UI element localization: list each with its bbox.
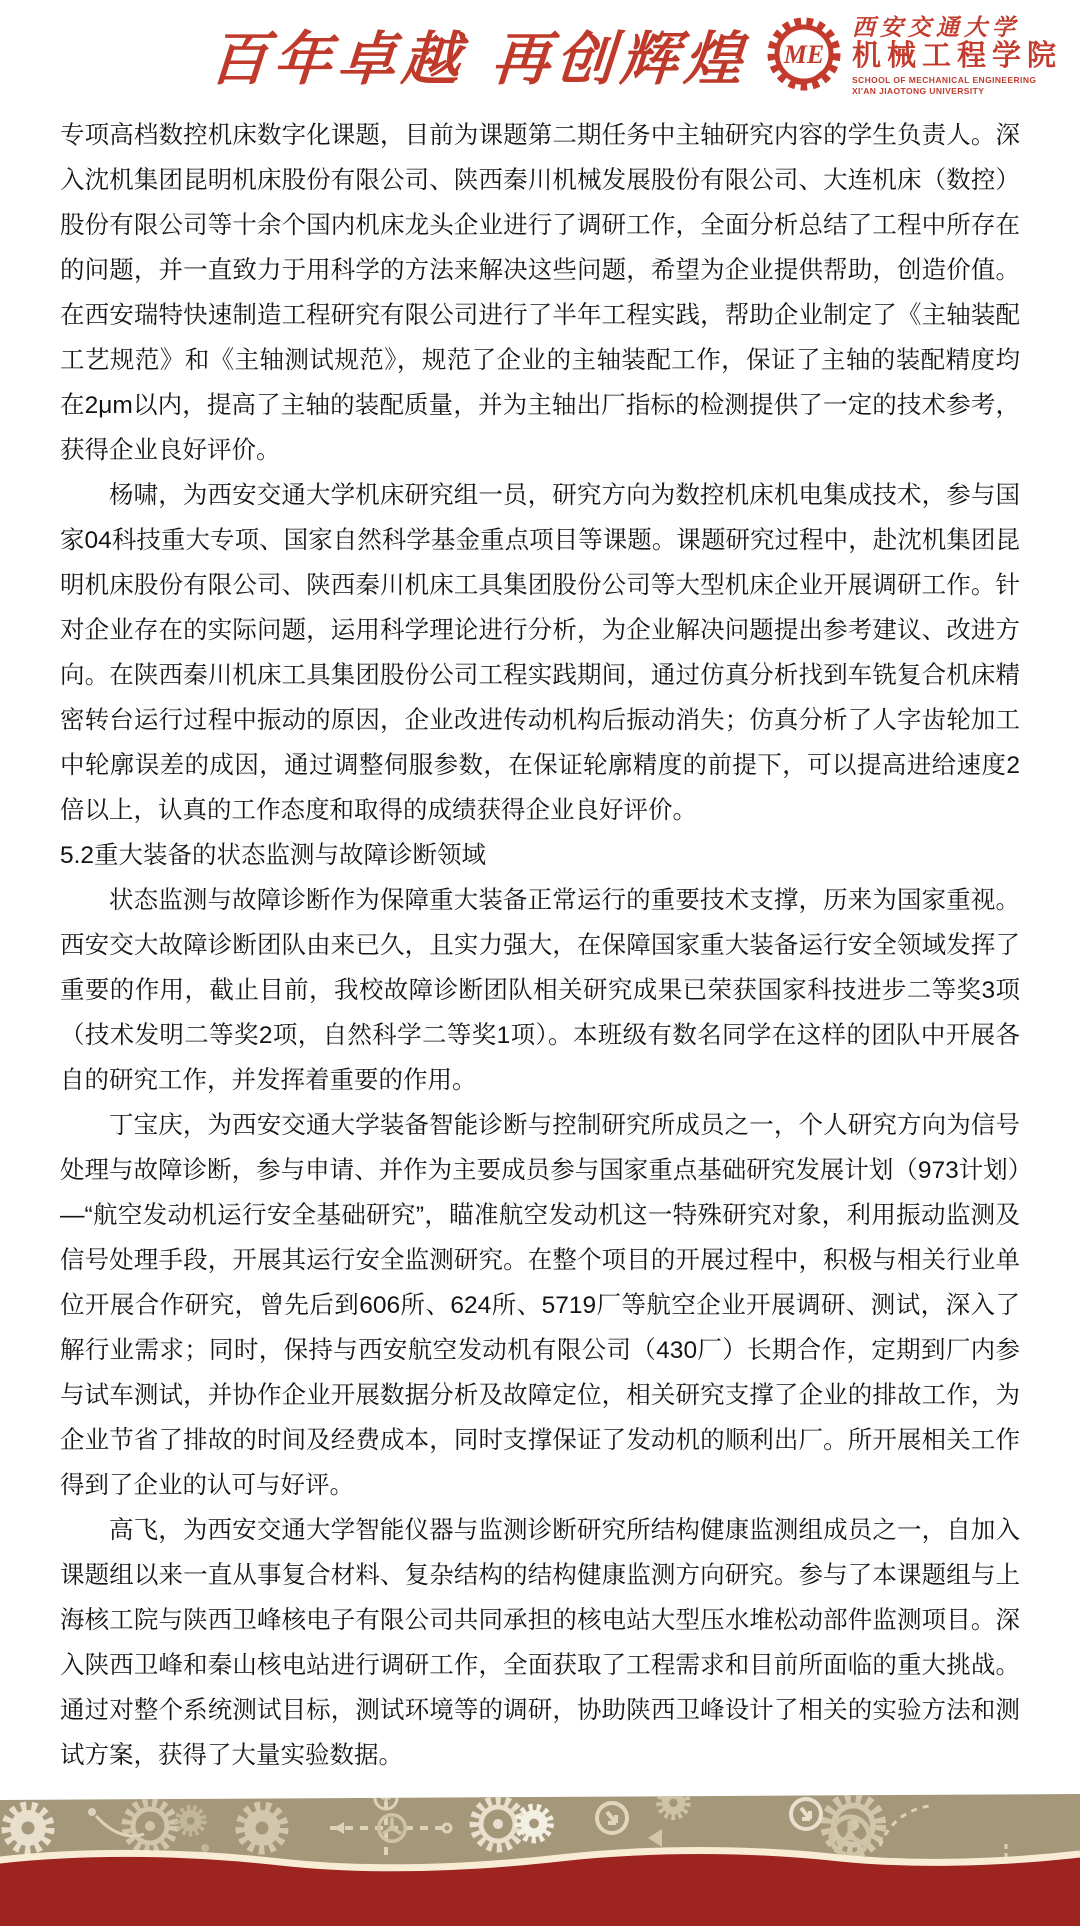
logo-text-block bbox=[851, 13, 1062, 96]
footer-decoration bbox=[0, 1786, 1080, 1926]
paragraph: 丁宝庆，为西安交通大学装备智能诊断与控制研究所成员之一，个人研究方向为信号处理与故障诊断，参与申请、并作为主要成员参与国家重点基础研究发展计划（973计划）—“航空发动机运行安全基础研究”，瞄准航空发动机这一特殊研究对象，利用振动监测及信号处理手段，开展其运行安全监测研究。在整个项目的开展过程中，积极与相关行业单位开展合作研究，曾先后到606所、624所、5719厂等航空企业开展调研、测试，深入了解行业需求；同时，保持与西安航空发动机有限公司（430厂）长期合作，定期到厂内参与试车测试，并协作企业开展数据分析及故障定位，相关研究支撑了企业的排故工作，为企业节省了排故的时间及经费成本，同时支撑保证了发动机的顺利出厂。所开展相关工作得到了企业的认可与好评。 bbox=[60, 1112, 1020, 1499]
gear-monogram-icon bbox=[762, 12, 846, 101]
paragraph: 专项高档数控机床数字化课题，目前为课题第二期任务中主轴研究内容的学生负责人。深入沈机集团昆明机床股份有限公司、陕西秦川机械发展股份有限公司、大连机床（数控）股份有限公司等十余个国内机床龙头企业进行了调研工作，全面分析总结了工程中所存在的问题，并一直致力于用科学的方法来解决这些问题，希望为企业提供帮助，创造价值。在西安瑞特快速制造工程研究有限公司进行了半年工程实践，帮助企业制定了《主轴装配工艺规范》和《主轴测试规范》，规范了企业的主轴装配工作，保证了主轴的装配精度均在2μm以内，提高了主轴的装配质量，并为主轴出厂指标的检测提供了一定的技术参考，获得企业良好评价。 bbox=[60, 122, 1020, 464]
gears-banner-graphic bbox=[0, 1786, 1080, 1926]
section-heading: 5.2重大装备的状态监测与故障诊断领域 bbox=[60, 842, 487, 869]
university-name: 西安交通大学 bbox=[851, 13, 1020, 41]
school-name: 机械工程学院 bbox=[851, 39, 1062, 72]
paragraph: 杨啸，为西安交通大学机床研究组一员，研究方向为数控机床机电集成技术，参与国家04科技重大专项、国家自然科学基金重点项目等课题。课题研究过程中，赴沈机集团昆明机床股份有限公司、陕西秦川机床工具集团股份公司等大型机床企业开展调研工作。针对企业存在的实际问题，运用科学理论进行分析，为企业解决问题提出参考建议、改进方向。在陕西秦川机床工具集团股份公司工程实践期间，通过仿真分析找到车铣复合机床精密转台运行过程中振动的原因，企业改进传动机构后振动消失；仿真分析了人字齿轮加工中轮廓误差的成因，通过调整伺服参数，在保证轮廓精度的前提下，可以提高进给速度2倍以上，认真的工作态度和取得的成绩获得企业良好评价。 bbox=[60, 482, 1020, 824]
calligraphy-slogan: 百年卓越 再创辉煌 bbox=[207, 25, 751, 93]
school-logo bbox=[762, 12, 1062, 101]
paragraph: 状态监测与故障诊断作为保障重大装备正常运行的重要技术支撑，历来为国家重视。西安交大故障诊断团队由来已久，且实力强大，在保障国家重大装备运行安全领域发挥了重要的作用，截止目前，我校故障诊断团队相关研究成果已荣获国家科技进步二等奖3项（技术发明二等奖2项，自然科学二等奖1项）。本班级有数名同学在这样的团队中开展各自的研究工作，并发挥着重要的作用。 bbox=[60, 887, 1020, 1094]
school-name-english-1: SCHOOL OF MECHANICAL ENGINEERING bbox=[851, 74, 1037, 85]
school-name-english-2: XI'AN JIAOTONG UNIVERSITY bbox=[851, 85, 985, 96]
svg-text:ME: ME bbox=[783, 39, 825, 69]
paragraph: 高飞，为西安交通大学智能仪器与监测诊断研究所结构健康监测组成员之一，自加入课题组以来一直从事复合材料、复杂结构的结构健康监测方向研究。参与了本课题组与上海核工院与陕西卫峰核电子有限公司共同承担的核电站大型压水堆松动部件监测项目。深入陕西卫峰和秦山核电站进行调研工作，全面获取了工程需求和目前所面临的重大挑战。通过对整个系统测试目标，测试环境等的调研，协助陕西卫峰设计了相关的实验方法和测试方案，获得了大量实验数据。 bbox=[60, 1517, 1020, 1769]
document-body bbox=[60, 113, 1020, 1778]
page-header bbox=[0, 0, 1080, 112]
